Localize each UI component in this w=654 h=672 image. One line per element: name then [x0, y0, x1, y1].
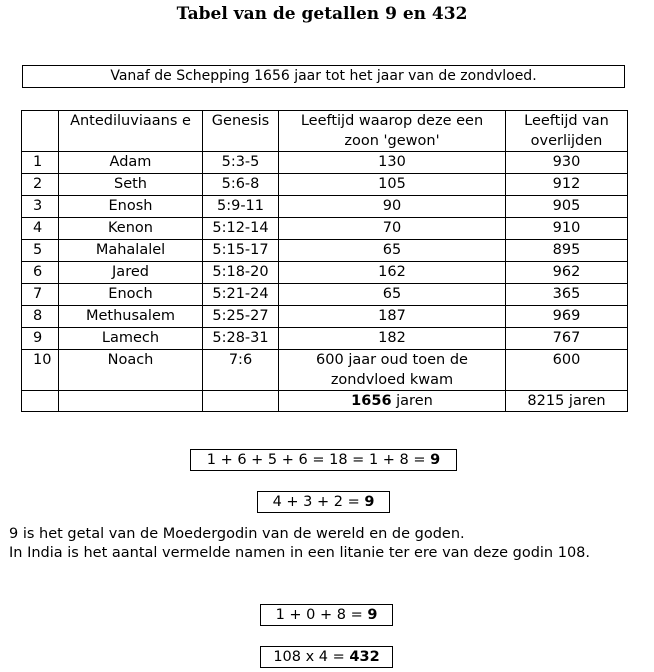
- cell-name: Seth: [59, 174, 203, 196]
- cell-age-at-son: 182: [279, 328, 506, 350]
- cell-age-at-son: 70: [279, 218, 506, 240]
- cell-genesis: 5:15-17: [203, 240, 279, 262]
- total-death: 8215 jaren: [506, 391, 628, 412]
- table-row: [22, 174, 628, 196]
- table-row: [22, 284, 628, 306]
- cell-name: Lamech: [59, 328, 203, 350]
- cell-name: Methusalem: [59, 306, 203, 328]
- explanation-paragraph: [9, 525, 649, 563]
- cell-genesis: 5:21-24: [203, 284, 279, 306]
- cell-age-at-son: 65: [279, 284, 506, 306]
- cell-genesis: 5:25-27: [203, 306, 279, 328]
- cell-name: Jared: [59, 262, 203, 284]
- cell-age-at-death: 962: [506, 262, 628, 284]
- cell-genesis: 5:6-8: [203, 174, 279, 196]
- cell-number: 6: [22, 262, 59, 284]
- cell-age-at-death: 905: [506, 196, 628, 218]
- table-row: [22, 240, 628, 262]
- calc-box-4: [260, 646, 393, 668]
- cell-genesis: 5:28-31: [203, 328, 279, 350]
- cell-age-at-son: 90: [279, 196, 506, 218]
- cell-name: Kenon: [59, 218, 203, 240]
- cell-age-at-death: 767: [506, 328, 628, 350]
- cell-number: 8: [22, 306, 59, 328]
- table-header-row: [22, 111, 628, 152]
- cell-age-at-death: 969: [506, 306, 628, 328]
- page-title: Tabel van de getallen 9 en 432: [176, 4, 468, 24]
- calc-3-text: 1 + 0 + 8 =: [275, 607, 368, 623]
- cell-age-at-death: 910: [506, 218, 628, 240]
- cell-age-at-death: 895: [506, 240, 628, 262]
- cell-name: Adam: [59, 152, 203, 174]
- cell-number: 5: [22, 240, 59, 262]
- calc-2-result: 9: [364, 494, 375, 510]
- cell-age-at-son: 162: [279, 262, 506, 284]
- calc-4-text: 108 x 4 =: [273, 649, 350, 665]
- cell-name: Enoch: [59, 284, 203, 306]
- table-row: [22, 152, 628, 174]
- table-row: [22, 196, 628, 218]
- cell-age-at-death: 365: [506, 284, 628, 306]
- patriarchs-table: [21, 110, 628, 412]
- cell-genesis: 5:9-11: [203, 196, 279, 218]
- cell-number: 10: [22, 350, 59, 391]
- calc-box-2: [257, 491, 390, 513]
- cell-age-at-son: 130: [279, 152, 506, 174]
- paragraph-line-1: 9 is het getal van de Moedergodin van de wereld en de goden.: [9, 526, 465, 542]
- cell-genesis: 5:3-5: [203, 152, 279, 174]
- header-age-at-son: Leeftijd waarop deze een zoon 'gewon': [279, 111, 506, 152]
- cell-genesis: 5:12-14: [203, 218, 279, 240]
- total-empty-3: [203, 391, 279, 412]
- total-empty-2: [59, 391, 203, 412]
- cell-age-at-death: 912: [506, 174, 628, 196]
- cell-name: Mahalalel: [59, 240, 203, 262]
- cell-age-at-son: 600 jaar oud toen de zondvloed kwam: [279, 350, 506, 391]
- table-row: [22, 262, 628, 284]
- calc-3-result: 9: [367, 607, 378, 623]
- calc-2-text: 4 + 3 + 2 =: [272, 494, 365, 510]
- header-genesis: Genesis: [203, 111, 279, 152]
- calc-box-3: [260, 604, 393, 626]
- table-row: [22, 218, 628, 240]
- cell-age-at-son: 187: [279, 306, 506, 328]
- table-row: [22, 306, 628, 328]
- cell-number: 2: [22, 174, 59, 196]
- table-total-row: [22, 391, 628, 412]
- cell-name: Noach: [59, 350, 203, 391]
- calc-box-1: [190, 449, 457, 471]
- table-row: [22, 328, 628, 350]
- calc-1-result: 9: [430, 452, 441, 468]
- cell-genesis: 5:18-20: [203, 262, 279, 284]
- header-name: Antediluviaans e: [59, 111, 203, 152]
- cell-age-at-son: 105: [279, 174, 506, 196]
- intro-box: Vanaf de Schepping 1656 jaar tot het jaar van de zondvloed.: [22, 65, 625, 88]
- cell-genesis: 7:6: [203, 350, 279, 391]
- paragraph-line-2: In India is het aantal vermelde namen in een litanie ter ere van deze godin 108.: [9, 545, 591, 561]
- cell-age-at-death: 600: [506, 350, 628, 391]
- header-age-at-death: Leeftijd van overlijden: [506, 111, 628, 152]
- total-age-number: 1656: [351, 393, 392, 409]
- total-empty-1: [22, 391, 59, 412]
- cell-number: 7: [22, 284, 59, 306]
- table-body: [22, 152, 628, 391]
- cell-name: Enosh: [59, 196, 203, 218]
- total-age: [279, 391, 506, 412]
- calc-1-text: 1 + 6 + 5 + 6 = 18 = 1 + 8 =: [206, 452, 431, 468]
- cell-age-at-death: 930: [506, 152, 628, 174]
- header-number: [22, 111, 59, 152]
- cell-age-at-son: 65: [279, 240, 506, 262]
- cell-number: 1: [22, 152, 59, 174]
- cell-number: 9: [22, 328, 59, 350]
- table-row: [22, 350, 628, 391]
- cell-number: 4: [22, 218, 59, 240]
- total-age-unit: jaren: [391, 393, 433, 409]
- calc-4-result: 432: [349, 649, 380, 665]
- cell-number: 3: [22, 196, 59, 218]
